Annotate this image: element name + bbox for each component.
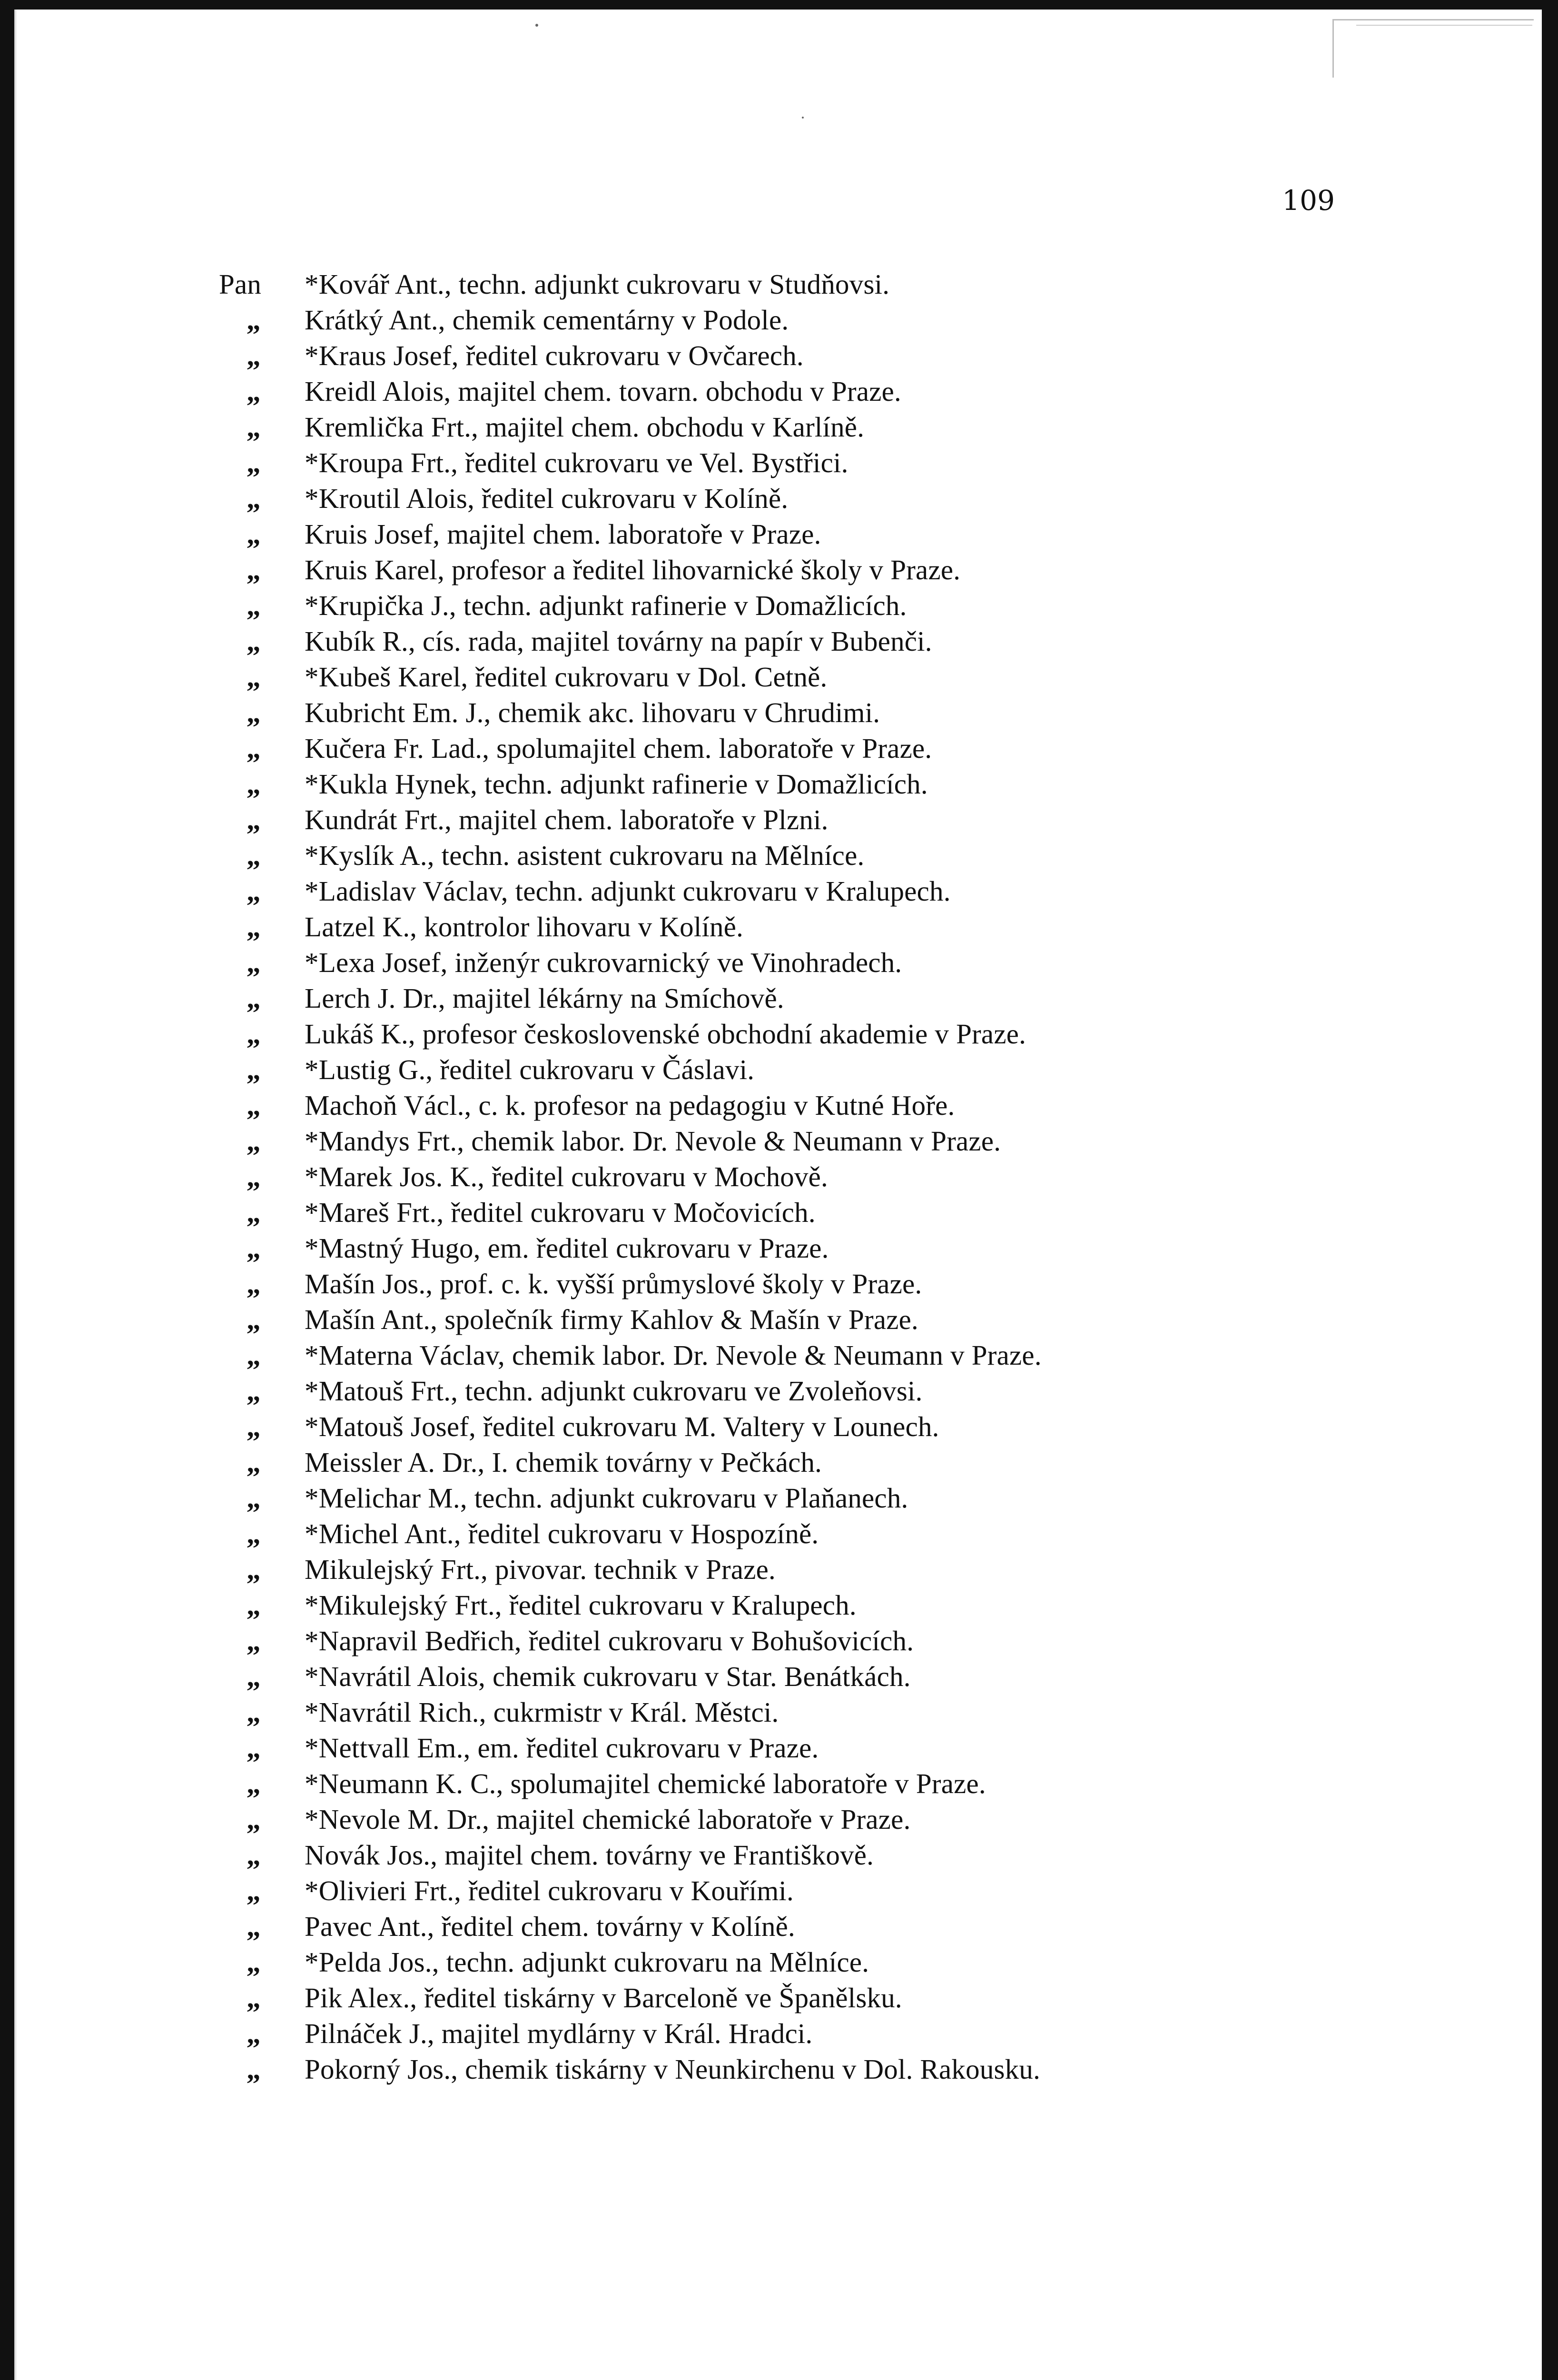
entry-prefix: Pan [219, 268, 262, 300]
ditto-mark: „ [247, 768, 261, 800]
ditto-mark: „ [247, 804, 261, 835]
scan-edge-line [1356, 19, 1532, 26]
entry-text: Kundrát Frt., majitel chem. laboratoře v Plzni. [305, 804, 828, 835]
list-item [219, 1123, 1542, 1159]
ditto-mark: „ [247, 411, 261, 443]
ditto-mark: „ [247, 1411, 261, 1442]
entry-text: *Lustig G., ředitel cukrovaru v Čáslavi. [305, 1054, 755, 1085]
ditto-mark: „ [247, 947, 261, 978]
ditto-mark: „ [247, 1554, 261, 1585]
entry-text: *Kukla Hynek, techn. adjunkt rafinerie v Domažlicích. [305, 768, 928, 800]
entry-text: *Navrátil Rich., cukrmistr v Král. Městci. [305, 1696, 779, 1728]
entry-text: *Melichar M., techn. adjunkt cukrovaru v Plaňanech. [305, 1482, 908, 1514]
list-item [219, 588, 1542, 624]
ditto-mark: „ [247, 1161, 261, 1192]
ditto-mark: „ [247, 483, 261, 514]
ditto-mark: „ [247, 625, 261, 657]
entry-text: *Mastný Hugo, em. ředitel cukrovaru v Praze. [305, 1232, 829, 1264]
entry-text: *Matouš Josef, ředitel cukrovaru M. Valtery v Lounech. [305, 1411, 939, 1442]
list-item [219, 1373, 1542, 1409]
list-item [219, 1230, 1542, 1266]
ditto-mark: „ [247, 1911, 261, 1942]
list-item [219, 1587, 1542, 1623]
ditto-mark: „ [247, 733, 261, 764]
entry-text: *Pelda Jos., techn. adjunkt cukrovaru na Mělníce. [305, 1946, 869, 1978]
entry-text: Kreidl Alois, majitel chem. tovarn. obchodu v Praze. [305, 376, 902, 407]
list-item [219, 1837, 1542, 1873]
list-item [219, 1480, 1542, 1516]
entry-text: Mašín Jos., prof. c. k. vyšší průmyslové školy v Praze. [305, 1268, 922, 1299]
entry-text: Krátký Ant., chemik cementárny v Podole. [305, 304, 789, 336]
entry-text: Latzel K., kontrolor lihovaru v Kolíně. [305, 911, 744, 942]
entry-text: Mikulejský Frt., pivovar. technik v Praze. [305, 1554, 776, 1585]
page-number: 109 [1282, 184, 1335, 217]
entry-text: Pavec Ant., ředitel chem. továrny v Kolíně. [305, 1911, 795, 1942]
entry-text: Meissler A. Dr., I. chemik továrny v Pečkách. [305, 1447, 822, 1478]
ditto-mark: „ [247, 1768, 261, 1799]
list-item [219, 267, 1542, 302]
ditto-mark: „ [247, 1268, 261, 1299]
list-item [219, 1623, 1542, 1659]
ditto-mark: „ [247, 304, 261, 336]
list-item [219, 1338, 1542, 1373]
list-item [219, 1409, 1542, 1445]
scan-corner-mark [1332, 19, 1534, 78]
list-item [219, 838, 1542, 873]
entry-text: *Kyslík A., techn. asistent cukrovaru na Mělníce. [305, 840, 865, 871]
entry-text: *Marek Jos. K., ředitel cukrovaru v Mochově. [305, 1161, 828, 1192]
list-item [219, 1552, 1542, 1587]
list-item [219, 909, 1542, 945]
ditto-mark: „ [247, 911, 261, 942]
list-item [219, 802, 1542, 838]
ditto-mark: „ [247, 590, 261, 621]
ditto-mark: „ [247, 1804, 261, 1835]
member-list [219, 267, 1542, 2087]
entry-text: Novák Jos., majitel chem. továrny ve Františkově. [305, 1839, 874, 1871]
ditto-mark: „ [247, 1447, 261, 1478]
entry-text: *Mareš Frt., ředitel cukrovaru v Močovicích. [305, 1197, 816, 1228]
ditto-mark: „ [247, 1696, 261, 1728]
list-item [219, 2052, 1542, 2087]
list-item [219, 659, 1542, 695]
entry-text: *Lexa Josef, inženýr cukrovarnický ve Vinohradech. [305, 947, 902, 978]
list-item [219, 1695, 1542, 1730]
list-item [219, 1516, 1542, 1552]
ditto-mark: „ [247, 1875, 261, 1906]
ditto-mark: „ [247, 1125, 261, 1157]
ditto-mark: „ [247, 840, 261, 871]
entry-text: *Kroutil Alois, ředitel cukrovaru v Kolíně. [305, 483, 789, 514]
ditto-mark: „ [247, 340, 261, 371]
entry-text: *Nevole M. Dr., majitel chemické laboratoře v Praze. [305, 1804, 911, 1835]
list-item [219, 1944, 1542, 1980]
entry-text: Mašín Ant., společník firmy Kahlov & Mašín v Praze. [305, 1304, 918, 1335]
entry-text: Lukáš K., profesor československé obchodní akademie v Praze. [305, 1018, 1026, 1050]
ditto-mark: „ [247, 1090, 261, 1121]
ditto-mark: „ [247, 2018, 261, 2049]
ditto-mark: „ [247, 1732, 261, 1764]
list-item [219, 516, 1542, 552]
list-item [219, 1909, 1542, 1944]
ditto-mark: „ [247, 1054, 261, 1085]
entry-text: Kubík R., cís. rada, majitel továrny na papír v Bubenči. [305, 625, 932, 657]
list-item [219, 1302, 1542, 1338]
list-item [219, 873, 1542, 909]
ditto-mark: „ [247, 1625, 261, 1656]
list-item [219, 1159, 1542, 1195]
list-item [219, 1088, 1542, 1123]
ditto-mark: „ [247, 1375, 261, 1407]
list-item [219, 1445, 1542, 1480]
entry-text: Pokorný Jos., chemik tiskárny v Neunkirchenu v Dol. Rakousku. [305, 2053, 1041, 2085]
ditto-mark: „ [247, 1339, 261, 1371]
ditto-mark: „ [247, 982, 261, 1014]
ditto-mark: „ [247, 1946, 261, 1978]
list-item [219, 624, 1542, 659]
ditto-mark: „ [247, 1661, 261, 1692]
list-item [219, 338, 1542, 374]
list-item [219, 552, 1542, 588]
ditto-mark: „ [247, 447, 261, 478]
list-item [219, 1730, 1542, 1766]
list-item [219, 2016, 1542, 2052]
entry-text: *Kraus Josef, ředitel cukrovaru v Ovčarech. [305, 340, 804, 371]
entry-text: Kruis Josef, majitel chem. laboratoře v Praze. [305, 518, 821, 550]
entry-text: Machoň Václ., c. k. profesor na pedagogiu v Kutné Hoře. [305, 1090, 955, 1121]
list-item [219, 1266, 1542, 1302]
entry-text: *Navrátil Alois, chemik cukrovaru v Star. Benátkách. [305, 1661, 911, 1692]
ditto-mark: „ [247, 376, 261, 407]
list-item [219, 1802, 1542, 1837]
entry-text: Pik Alex., ředitel tiskárny v Barceloně ve Španělsku. [305, 1982, 902, 2013]
ditto-mark: „ [247, 1518, 261, 1549]
ditto-mark: „ [247, 1839, 261, 1871]
entry-text: *Michel Ant., ředitel cukrovaru v Hospozíně. [305, 1518, 819, 1549]
entry-text: *Kovář Ant., techn. adjunkt cukrovaru v Studňovsi. [305, 268, 890, 300]
ditto-mark: „ [247, 518, 261, 550]
entry-text: *Matouš Frt., techn. adjunkt cukrovaru ve Zvoleňovsi. [305, 1375, 923, 1407]
list-item [219, 1052, 1542, 1088]
list-item [219, 374, 1542, 409]
entry-text: Kremlička Frt., majitel chem. obchodu v Karlíně. [305, 411, 865, 443]
entry-text: *Materna Václav, chemik labor. Dr. Nevole & Neumann v Praze. [305, 1339, 1042, 1371]
entry-text: *Mikulejský Frt., ředitel cukrovaru v Kralupech. [305, 1589, 857, 1621]
list-item [219, 1980, 1542, 2016]
ditto-mark: „ [247, 1482, 261, 1514]
list-item [219, 981, 1542, 1016]
document-page [14, 10, 1542, 2380]
list-item [219, 766, 1542, 802]
ditto-mark: „ [247, 697, 261, 728]
entry-text: *Napravil Bedřich, ředitel cukrovaru v Bohušovicích. [305, 1625, 914, 1656]
entry-text: Lerch J. Dr., majitel lékárny na Smíchově. [305, 982, 784, 1014]
list-item [219, 1873, 1542, 1909]
scan-speck [535, 24, 538, 27]
ditto-mark: „ [247, 1982, 261, 2013]
list-item [219, 445, 1542, 481]
entry-text: *Kroupa Frt., ředitel cukrovaru ve Vel. Bystřici. [305, 447, 848, 478]
list-item [219, 302, 1542, 338]
ditto-mark: „ [247, 1018, 261, 1050]
entry-text: *Neumann K. C., spolumajitel chemické laboratoře v Praze. [305, 1768, 986, 1799]
ditto-mark: „ [247, 2053, 261, 2085]
ditto-mark: „ [247, 1197, 261, 1228]
ditto-mark: „ [247, 1304, 261, 1335]
entry-text: *Mandys Frt., chemik labor. Dr. Nevole & Neumann v Praze. [305, 1125, 1001, 1157]
list-item [219, 1766, 1542, 1802]
entry-text: Pilnáček J., majitel mydlárny v Král. Hradci. [305, 2018, 813, 2049]
scan-speck [802, 117, 804, 119]
entry-text: Kubricht Em. J., chemik akc. lihovaru v Chrudimi. [305, 697, 880, 728]
entry-text: *Nettvall Em., em. ředitel cukrovaru v Praze. [305, 1732, 819, 1764]
list-item [219, 409, 1542, 445]
entry-text: *Kubeš Karel, ředitel cukrovaru v Dol. Cetně. [305, 661, 828, 693]
list-item [219, 1659, 1542, 1695]
entry-text: *Ladislav Václav, techn. adjunkt cukrovaru v Kralupech. [305, 875, 951, 907]
entry-text: *Olivieri Frt., ředitel cukrovaru v Kouřími. [305, 1875, 794, 1906]
ditto-mark: „ [247, 1232, 261, 1264]
ditto-mark: „ [247, 1589, 261, 1621]
entry-text: Kučera Fr. Lad., spolumajitel chem. laboratoře v Praze. [305, 733, 932, 764]
ditto-mark: „ [247, 661, 261, 693]
list-item [219, 1016, 1542, 1052]
list-item [219, 731, 1542, 766]
page-left-edge [14, 10, 17, 2380]
ditto-mark: „ [247, 875, 261, 907]
entry-text: *Krupička J., techn. adjunkt rafinerie v Domažlicích. [305, 590, 907, 621]
list-item [219, 481, 1542, 516]
list-item [219, 1195, 1542, 1230]
list-item [219, 945, 1542, 981]
list-item [219, 695, 1542, 731]
ditto-mark: „ [247, 554, 261, 585]
entry-text: Kruis Karel, profesor a ředitel lihovarnické školy v Praze. [305, 554, 961, 585]
